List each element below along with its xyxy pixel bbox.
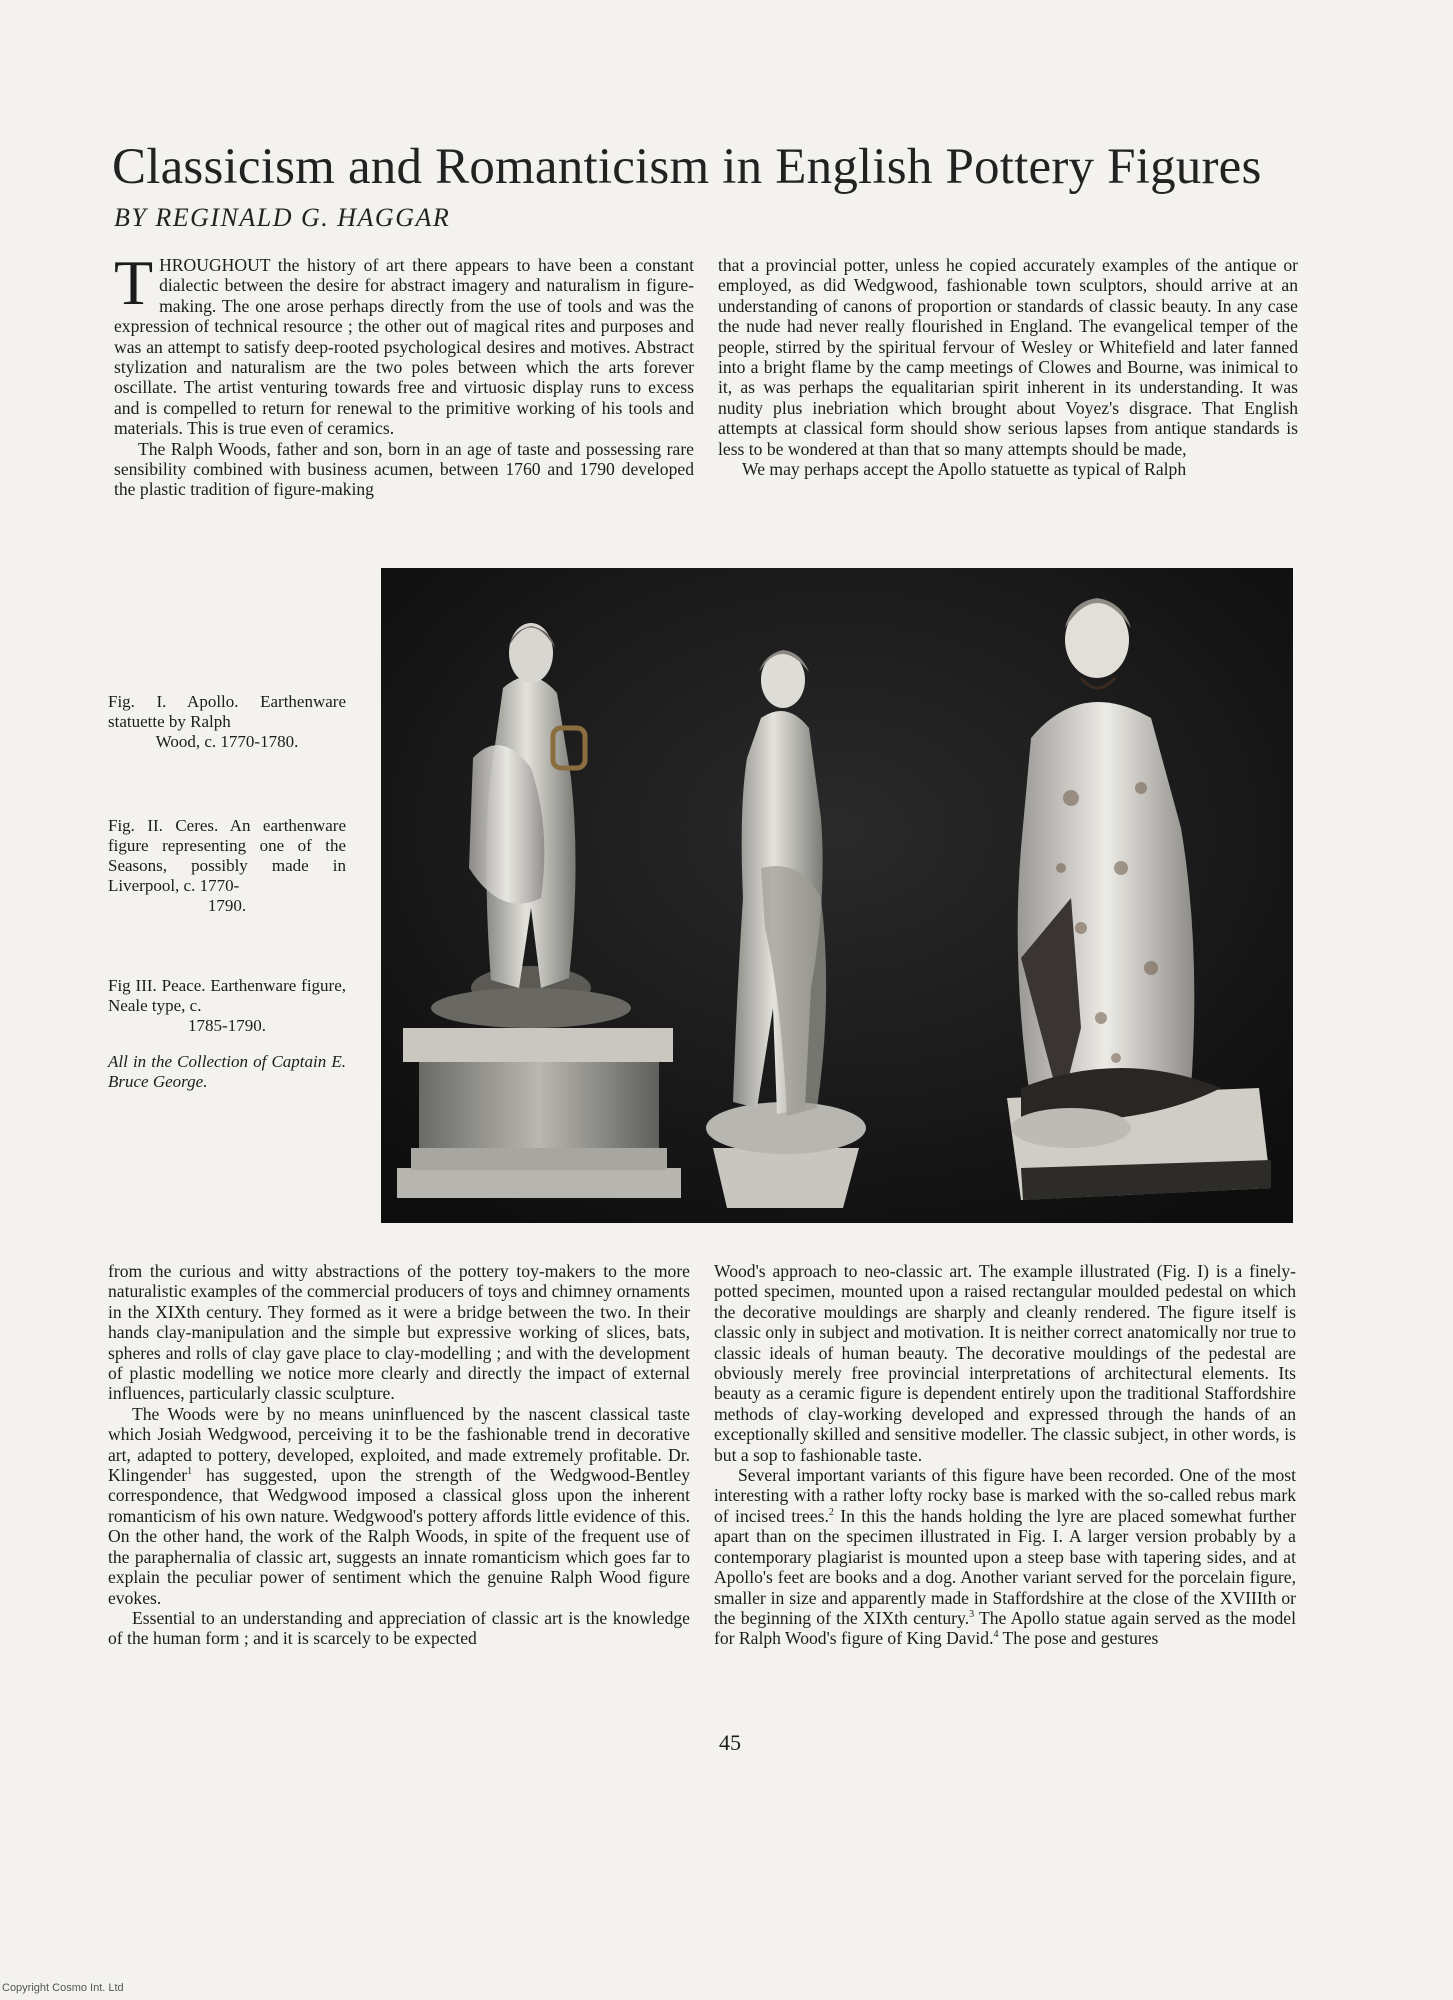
column-top-left <box>114 247 694 500</box>
caption-text: 1790. <box>207 896 247 915</box>
caption-text: Fig. I. Apollo. Earthenware statuette by Ralph <box>108 692 346 731</box>
paragraph: Wood's approach to neo-classic art. The example illustrated (Fig. I) is a finely-potted specimen, mounted upon a raised rectangular moulded pedestal on which the decorative mouldings are sharply and cleanly rendered. The figure itself is classic only in subject and motivation. It is neither correct anatomically nor true to classic ideals of human beauty. The decorative mouldings of the pedestal are obviously merely free provincial interpretations of architectural elements. Its beauty as a ceramic figure is dependent entirely upon the traditional Staffordshire methods of clay-working developed and expressed through the hands of an exceptionally skilled and sensitive modeller. The classic subject, in other words, is but a sop to fashionable taste. <box>714 1261 1296 1465</box>
paragraph-text: In this the hands holding the lyre are placed somewhat further apart than on the specimen illustrated in Fig. I. A larger version probably by a contemporary plagiarist is mounted upon a steep base with tapering sides, and at Apollo's feet are books and a dog. Another variant served for the porcelain figure, smaller in size and apparently made in Staffordshire at the close of the XVIIIth or the beginning of the XIXth century. <box>714 1505 1296 1628</box>
paragraph: The Ralph Woods, father and son, born in an age of taste and possessing rare sensibility combined with business acumen, between 1760 and 1790 developed the plastic tradition of figure-making <box>114 438 694 500</box>
article-title: Classicism and Romanticism in English Pottery Figures <box>112 139 1262 195</box>
photograph-image <box>381 568 1293 1223</box>
footnote-ref: 1 <box>187 1466 193 1478</box>
footnote-ref: 2 <box>828 1507 834 1519</box>
paragraph: We may perhaps accept the Apollo statuette as typical of Ralph <box>742 459 1187 480</box>
caption-fig3 <box>108 976 346 1036</box>
footnote-ref: 3 <box>969 1609 975 1621</box>
paragraph-text: The Woods were by no means uninfluenced by the nascent classical taste which Josiah Wedgwood, perceiving it to be the fashionable trend in decorative art, adapted to pottery, developed, exploited, and made extremely profitable. Dr. Klingender <box>108 1403 690 1486</box>
paragraph: that a provincial potter, unless he copied accurately examples of the antique or employed, as did Wedgwood, fashionable town sculptors, should arrive at an understanding of canons of proportion or standards of classic beauty. In any case the nude had never really flourished in England. The evangelical temper of the people, stirred by the spiritual fervour of Wesley or Whitefield and later fanned into a bright flame by the camp meetings of Clowes and Bourne, was inimical to it, as was perhaps the equalitarian spirit inherent in its understanding. It was nudity plus inebriation which brought about Voyez's disgrace. That English attempts at classical form should show serious lapses from antique standards is less to be wondered at than that so many attempts should be made, <box>718 255 1298 459</box>
column-bottom-left <box>108 1261 690 1649</box>
caption-text: Wood, c. 1770-1780. <box>155 732 299 751</box>
paragraph-text: Several important variants of this figure have been recorded. One of the most interesting with a rather lofty rocky base is marked with the so-called rebus mark of incised trees. <box>714 1465 1296 1526</box>
paragraph <box>714 1465 1296 1649</box>
drop-cap: T <box>114 247 154 318</box>
paragraph-text: HROUGHOUT the history of art there appears to have been a constant dialectic between the desire for abstract imagery and naturalism in figure-making. The one arose perhaps directly from the use of tools and was the expression of technical resource ; the other out of magical rites and purposes and was an attempt to satisfy deep-rooted psychological desires and motives. Abstract stylization and naturalism are the two poles between which the arts forever oscillate. The artist venturing towards free and virtuosic display runs to excess and is compelled to return for renewal to the primitive working of his tools and materials. This is true even of ceramics. <box>114 255 694 439</box>
paragraph: Essential to an understanding and appreciation of classic art is the knowledge of the human form ; and it is scarcely to be expected <box>108 1607 690 1649</box>
caption-collection: All in the Collection of Captain E. Bruce George. <box>108 1052 346 1091</box>
caption-fig1 <box>108 692 346 752</box>
copyright-notice: Copyright Cosmo Int. Ltd <box>2 1982 124 1994</box>
paragraph-text: The Apollo statue again served as the model for Ralph Wood's figure of King David. <box>714 1607 1296 1649</box>
paragraph: from the curious and witty abstractions of the pottery toy-makers to the more naturalistic examples of the commercial producers of toys and chimney ornaments in the XIXth century. They formed as it were a bridge between the two. In their hands clay-manipulation and the simple but expressive working of slices, bats, spheres and rolls of clay gave place to clay-modelling ; and with the development of plastic modelling we notice more clearly and directly the impact of external influences, particularly classic sculpture. <box>108 1261 690 1404</box>
paragraph <box>114 247 694 439</box>
caption-text: 1785-1790. <box>188 1016 266 1035</box>
figures-photograph <box>381 568 1293 1223</box>
caption-fig2 <box>108 816 346 916</box>
footnote-ref: 4 <box>993 1629 999 1641</box>
column-bottom-right <box>714 1261 1296 1649</box>
page-number: 45 <box>719 1730 741 1755</box>
caption-text: Fig III. Peace. Earthenware figure, Neale type, c. <box>108 976 346 1015</box>
byline: BY REGINALD G. HAGGAR <box>114 203 451 232</box>
column-top-right <box>718 255 1298 479</box>
paragraph <box>108 1404 690 1608</box>
paragraph-text: has suggested, upon the strength of the Wedgwood-Bentley correspondence, that Wedgwood imposed a classical gloss upon the inherent romanticism of his own nature. Wedgwood's pottery affords little evidence of this. On the other hand, the work of the Ralph Woods, in spite of the frequent use of the paraphernalia of classic art, suggests an innate romanticism which goes far to explain the peculiar power of sentiment which the genuine Ralph Wood figure evokes. <box>108 1465 690 1608</box>
caption-text: Fig. II. Ceres. An earthenware figure representing one of the Seasons, possibly made in Liverpool, c. 1770- <box>108 816 346 895</box>
paragraph-text: The pose and gestures <box>998 1628 1159 1649</box>
